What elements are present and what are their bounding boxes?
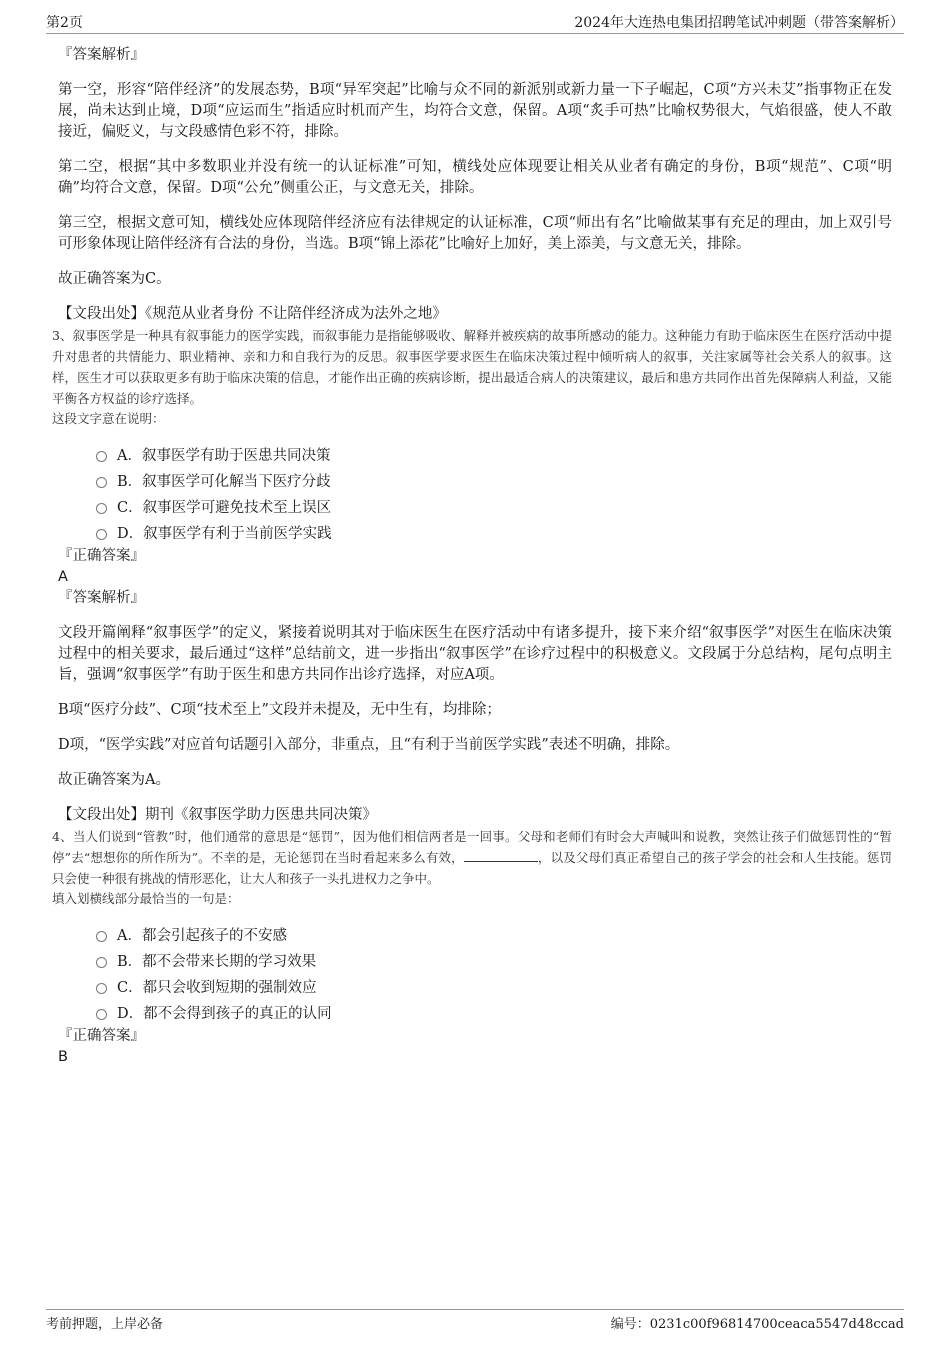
- q3-source: 【文段出处】期刊《叙事医学助力医患共同决策》: [58, 807, 377, 823]
- q4-answer: B: [58, 1049, 68, 1065]
- document-code: 编号：0231c00f96814700ceaca5547d48ccad: [610, 1317, 904, 1332]
- q2-source: 【文段出处】《规范从业者身份 不让陪伴经济成为法外之地》: [58, 306, 447, 322]
- q3-analysis-p2: B项“医疗分歧”、C项“技术至上”文段并未提及，无中生有，均排除；: [58, 702, 501, 718]
- option-label: C．叙事医学可避免技术至上误区: [117, 499, 332, 516]
- q4-option-d[interactable]: [96, 999, 892, 1025]
- radio-icon[interactable]: [96, 957, 107, 968]
- q2-analysis-p2: 第二空，根据“其中多数职业并没有统一的认证标准”可知，横线处应体现要让相关从业者有确定的身份，B项“规范”、C项“明确”均符合文意，保留。D项“公允”侧重公正，与文意无关，排除。: [58, 159, 892, 196]
- radio-icon[interactable]: [96, 451, 107, 462]
- q2-analysis-label: 『答案解析』: [58, 47, 145, 63]
- q3-option-c[interactable]: [96, 493, 892, 519]
- q4-stem-after: ，以及父母们真正希望自己的孩子学会的社会和人生技能。惩罚只会使一种很有挑战的情形恶化，让大人和孩子一头扎进权力之争中。: [52, 850, 892, 886]
- q3-prompt: 这段文字意在说明：: [52, 411, 165, 426]
- option-label: A．都会引起孩子的不安感: [117, 927, 287, 944]
- q3-option-b[interactable]: [96, 467, 892, 493]
- q3-option-a[interactable]: [96, 441, 892, 467]
- footer-slogan: 考前押题，上岸必备: [46, 1317, 164, 1332]
- q4-option-b[interactable]: [96, 947, 892, 973]
- q3-analysis-label: 『答案解析』: [58, 590, 145, 606]
- option-label: B．叙事医学可化解当下医疗分歧: [117, 473, 331, 490]
- q4-option-a[interactable]: [96, 921, 892, 947]
- q2-analysis-p1: 第一空，形容“陪伴经济”的发展态势，B项“异军突起”比喻与众不同的新派别或新力量一下子崛起，C项“方兴未艾”指事物正在发展，尚未达到止境，D项“应运而生”指适应时机而产生，均符合文意，保留。A项“炙手可热”比喻权势很大，气焰很盛，使人不敢接近，偏贬义，与文段感情色彩不符，排除。: [58, 82, 892, 140]
- q4-stem: [52, 826, 892, 889]
- radio-icon[interactable]: [96, 477, 107, 488]
- q3-answer-label: 『正确答案』: [58, 548, 145, 564]
- radio-icon[interactable]: [96, 1009, 107, 1020]
- header-divider: [46, 33, 904, 34]
- q3-options: [96, 441, 892, 545]
- q3-analysis-p1: 文段开篇阐释“叙事医学”的定义，紧接着说明其对于临床医生在医疗活动中有诸多提升，接下来介绍“叙事医学”对医生在临床决策过程中的相关要求，最后通过“这样”总结前文，进一步指出“叙事医学”在诊疗过程中的积极意义。文段属于分总结构，尾句点明主旨，强调“叙事医学”有助于医生和患方共同作出诊疗选择，对应A项。: [58, 625, 892, 683]
- page-number: 第2页: [46, 15, 83, 31]
- radio-icon[interactable]: [96, 931, 107, 942]
- q4-option-c[interactable]: [96, 973, 892, 999]
- q4-options: [96, 921, 892, 1025]
- q4-stem-before: 4、当人们说到“管教”时，他们通常的意思是“惩罚”，因为他们相信两者是一回事。父母和老师们有时会大声喊叫和说教，突然让孩子们做惩罚性的“暂停”去“想想你的所作所为”。不幸的是，无论惩罚在当时看起来多么有效，: [52, 829, 892, 865]
- q2-conclusion: 故正确答案为C。: [58, 271, 171, 287]
- q3-analysis-p3: D项，“医学实践”对应首句话题引入部分，非重点，且“有利于当前医学实践”表述不明确，排除。: [58, 737, 680, 753]
- radio-icon[interactable]: [96, 503, 107, 514]
- q4-answer-label: 『正确答案』: [58, 1028, 145, 1044]
- document-body: [52, 44, 892, 1067]
- q3-option-d[interactable]: [96, 519, 892, 545]
- radio-icon[interactable]: [96, 529, 107, 540]
- radio-icon[interactable]: [96, 983, 107, 994]
- option-label: D．都不会得到孩子的真正的认同: [117, 1005, 332, 1022]
- document-title: 2024年大连热电集团招聘笔试冲刺题（带答案解析）: [574, 15, 904, 31]
- fill-blank: [464, 849, 538, 862]
- q3-answer: A: [58, 569, 68, 585]
- option-label: C．都只会收到短期的强制效应: [117, 979, 317, 996]
- option-label: B．都不会带来长期的学习效果: [117, 953, 317, 970]
- footer-divider: [46, 1309, 904, 1310]
- q4-prompt: 填入划横线部分最恰当的一句是：: [52, 891, 240, 906]
- q2-analysis-p3: 第三空，根据文意可知，横线处应体现陪伴经济应有法律规定的认证标准，C项“师出有名”比喻做某事有充足的理由，加上双引号可形象体现让陪伴经济有合法的身份，当选。B项“锦上添花”比喻好上加好，美上添美，与文意无关，排除。: [58, 215, 892, 252]
- q3-conclusion: 故正确答案为A。: [58, 772, 170, 788]
- option-label: A．叙事医学有助于医患共同决策: [117, 447, 331, 464]
- q3-stem: 3、叙事医学是一种具有叙事能力的医学实践，而叙事能力是指能够吸收、解释并被疾病的故事所感动的能力。这种能力有助于临床医生在医疗活动中提升对患者的共情能力、职业精神、亲和力和自我行为的反思。叙事医学要求医生在临床决策过程中倾听病人的叙事，关注家属等社会关系人的叙事。这样，医生才可以获取更多有助于临床决策的信息，才能作出正确的疾病诊断，提出最适合病人的决策建议，最后和患方共同作出首先保障病人利益，又能平衡各方权益的诊疗选择。: [52, 328, 892, 406]
- option-label: D．叙事医学有利于当前医学实践: [117, 525, 332, 542]
